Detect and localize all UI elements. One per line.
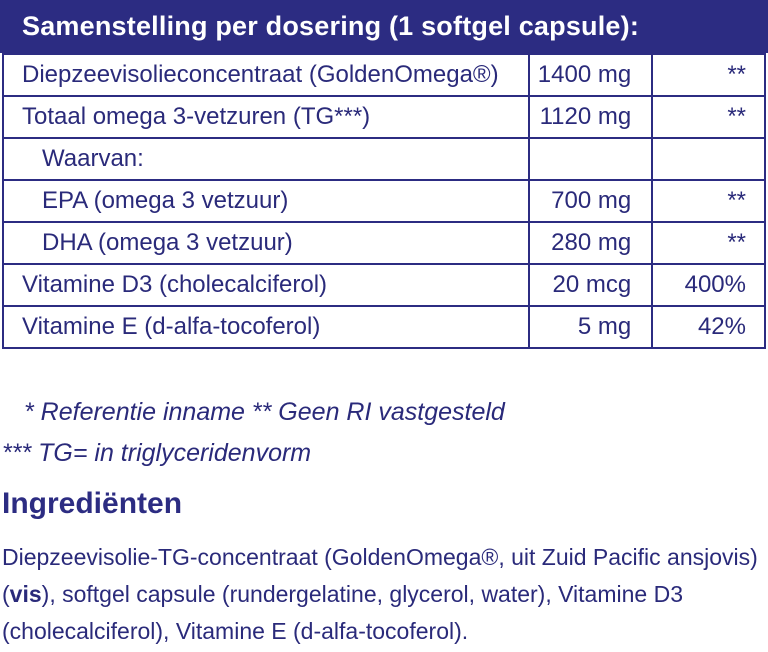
row-amount xyxy=(529,138,653,180)
ingredients-text-after: ), softgel capsule (rundergelatine, glycerol, water), Vitamine D3 (cholecalciferol), Vitamine E (d-alfa-tocoferol). xyxy=(2,581,683,644)
footnote-ri: * Referentie inname ** Geen RI vastgesteld xyxy=(24,398,505,426)
row-ri: 42% xyxy=(652,306,765,348)
row-name: Vitamine E (d-alfa-tocoferol) xyxy=(3,306,529,348)
table-row xyxy=(3,96,765,138)
composition-title: Samenstelling per dosering (1 softgel capsule): xyxy=(22,11,640,41)
row-name: Totaal omega 3-vetzuren (TG***) xyxy=(3,96,529,138)
row-amount: 5 mg xyxy=(529,306,653,348)
ingredients-text-before: Diepzeevisolie-TG-concentraat (GoldenOmega®, uit Zuid Pacific ansjovis) ( xyxy=(2,544,758,607)
row-ri: ** xyxy=(652,180,765,222)
ingredients-title: Ingrediënten xyxy=(2,487,183,520)
table-row xyxy=(3,180,765,222)
ingredients-text xyxy=(2,539,762,650)
row-ri: ** xyxy=(652,96,765,138)
allergen-highlight: vis xyxy=(9,581,42,607)
table-row xyxy=(3,306,765,348)
table-row xyxy=(3,138,765,180)
table-row xyxy=(3,264,765,306)
row-name: Waarvan: xyxy=(3,138,529,180)
row-name: DHA (omega 3 vetzuur) xyxy=(3,222,529,264)
row-ri xyxy=(652,138,765,180)
row-ri: 400% xyxy=(652,264,765,306)
footnote-tg: *** TG= in triglyceridenvorm xyxy=(2,439,312,467)
table-row xyxy=(3,222,765,264)
table-row xyxy=(3,54,765,96)
row-ri: ** xyxy=(652,54,765,96)
row-name: Diepzeevisolieconcentraat (GoldenOmega®) xyxy=(3,54,529,96)
row-name: Vitamine D3 (cholecalciferol) xyxy=(3,264,529,306)
row-name: EPA (omega 3 vetzuur) xyxy=(3,180,529,222)
row-amount: 20 mcg xyxy=(529,264,653,306)
composition-header xyxy=(0,0,768,53)
row-amount: 280 mg xyxy=(529,222,653,264)
row-amount: 700 mg xyxy=(529,180,653,222)
composition-table xyxy=(2,53,766,349)
row-ri: ** xyxy=(652,222,765,264)
row-amount: 1400 mg xyxy=(529,54,653,96)
row-amount: 1120 mg xyxy=(529,96,653,138)
